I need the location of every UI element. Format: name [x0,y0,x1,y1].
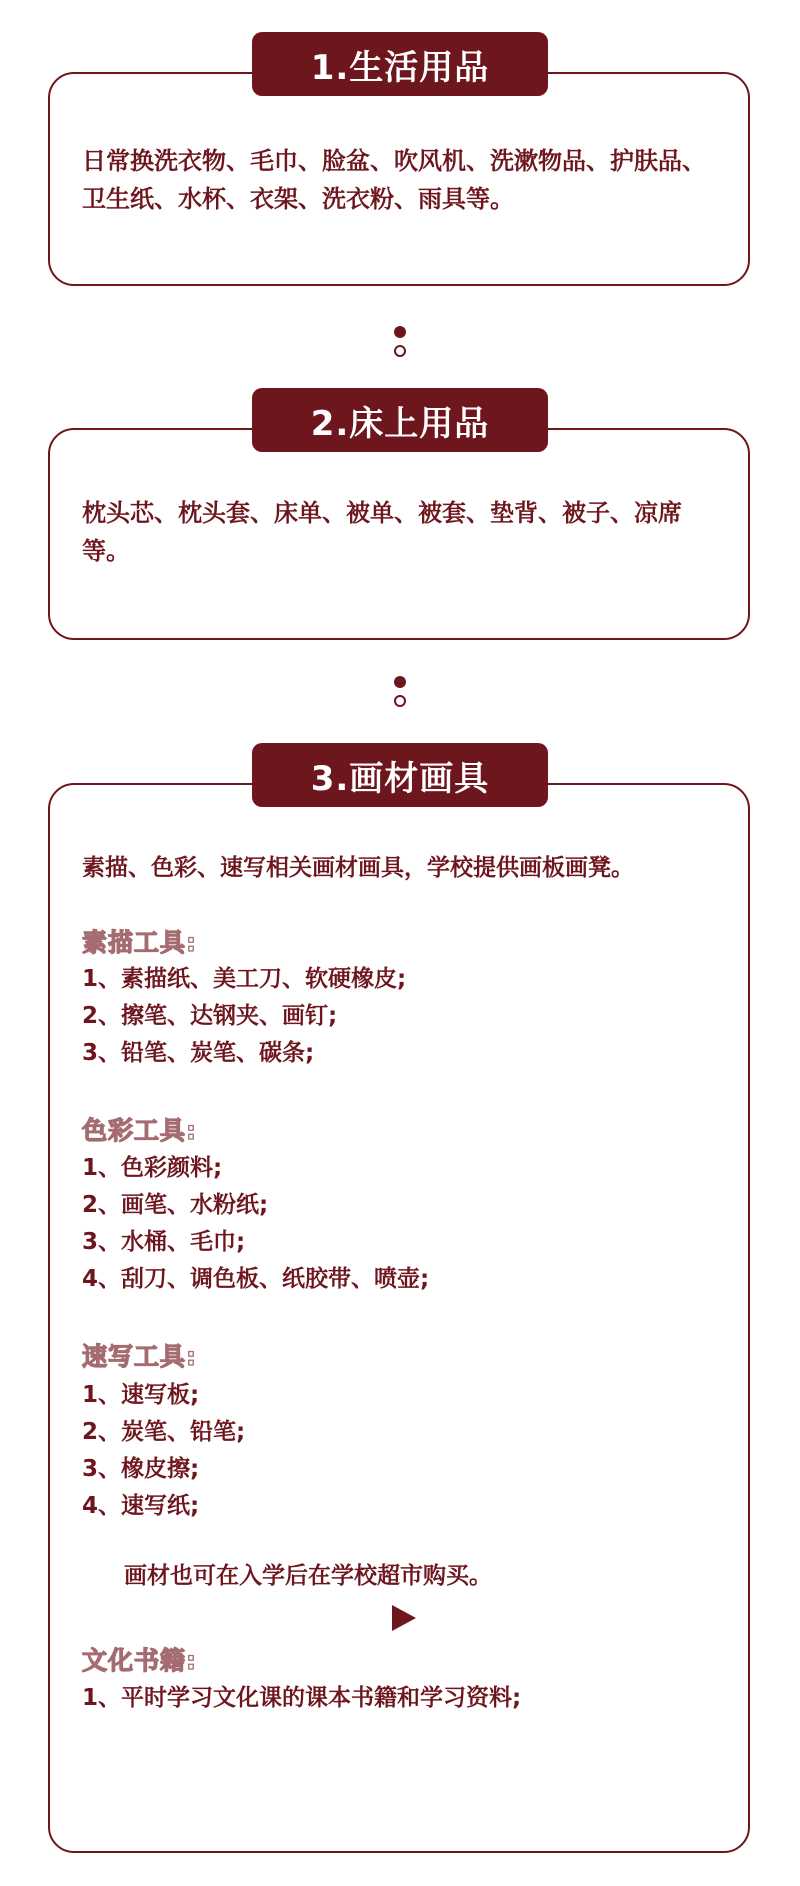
section-text: 日常换洗衣物、毛巾、脸盆、吹风机、洗漱物品、护肤品、卫生纸、水杯、衣架、洗衣粉、雨具等。 [82,147,706,213]
list-item: 1、速写板; [82,1382,200,1408]
section-title-daily-necessities: 1.生活用品 [252,32,548,96]
list-item: 2、画笔、水粉纸; [82,1192,269,1218]
play-arrow-icon [392,1605,416,1631]
divider-dot-filled [394,326,406,338]
group-heading-color-tools: 色彩工具: [82,1116,197,1145]
section-card-art-supplies [48,783,750,1853]
list-item: 3、橡皮擦; [82,1456,200,1482]
list-item: 3、铅笔、炭笔、碳条; [82,1040,315,1066]
group-heading-sketching-tools: 速写工具: [82,1342,197,1371]
section-title-art-supplies: 3.画材画具 [252,743,548,807]
section-card-bedding [48,428,750,640]
list-item: 3、水桶、毛巾; [82,1229,246,1255]
list-item: 4、速写纸; [82,1493,200,1519]
section-intro: 素描、色彩、速写相关画材画具，学校提供画板画凳。 [82,855,634,881]
group-heading-books: 文化书籍: [82,1646,197,1675]
group-heading-sketch-tools: 素描工具: [82,928,197,957]
divider-dot-hollow [394,695,406,707]
section-card-daily-necessities [48,72,750,286]
list-item: 1、平时学习文化课的课本书籍和学习资料; [82,1685,522,1711]
list-item: 4、刮刀、调色板、纸胶带、喷壶; [82,1266,430,1292]
list-item: 1、素描纸、美工刀、软硬橡皮; [82,966,407,992]
section-title-bedding: 2.床上用品 [252,388,548,452]
list-item: 2、炭笔、铅笔; [82,1419,246,1445]
list-item: 2、擦笔、达钢夹、画钉; [82,1003,338,1029]
divider-dot-hollow [394,345,406,357]
section-text: 枕头芯、枕头套、床单、被单、被套、垫背、被子、凉席等。 [82,499,682,565]
list-item: 1、色彩颜料; [82,1155,223,1181]
purchase-note: 画材也可在入学后在学校超市购买。 [124,1563,492,1589]
divider-dot-filled [394,676,406,688]
